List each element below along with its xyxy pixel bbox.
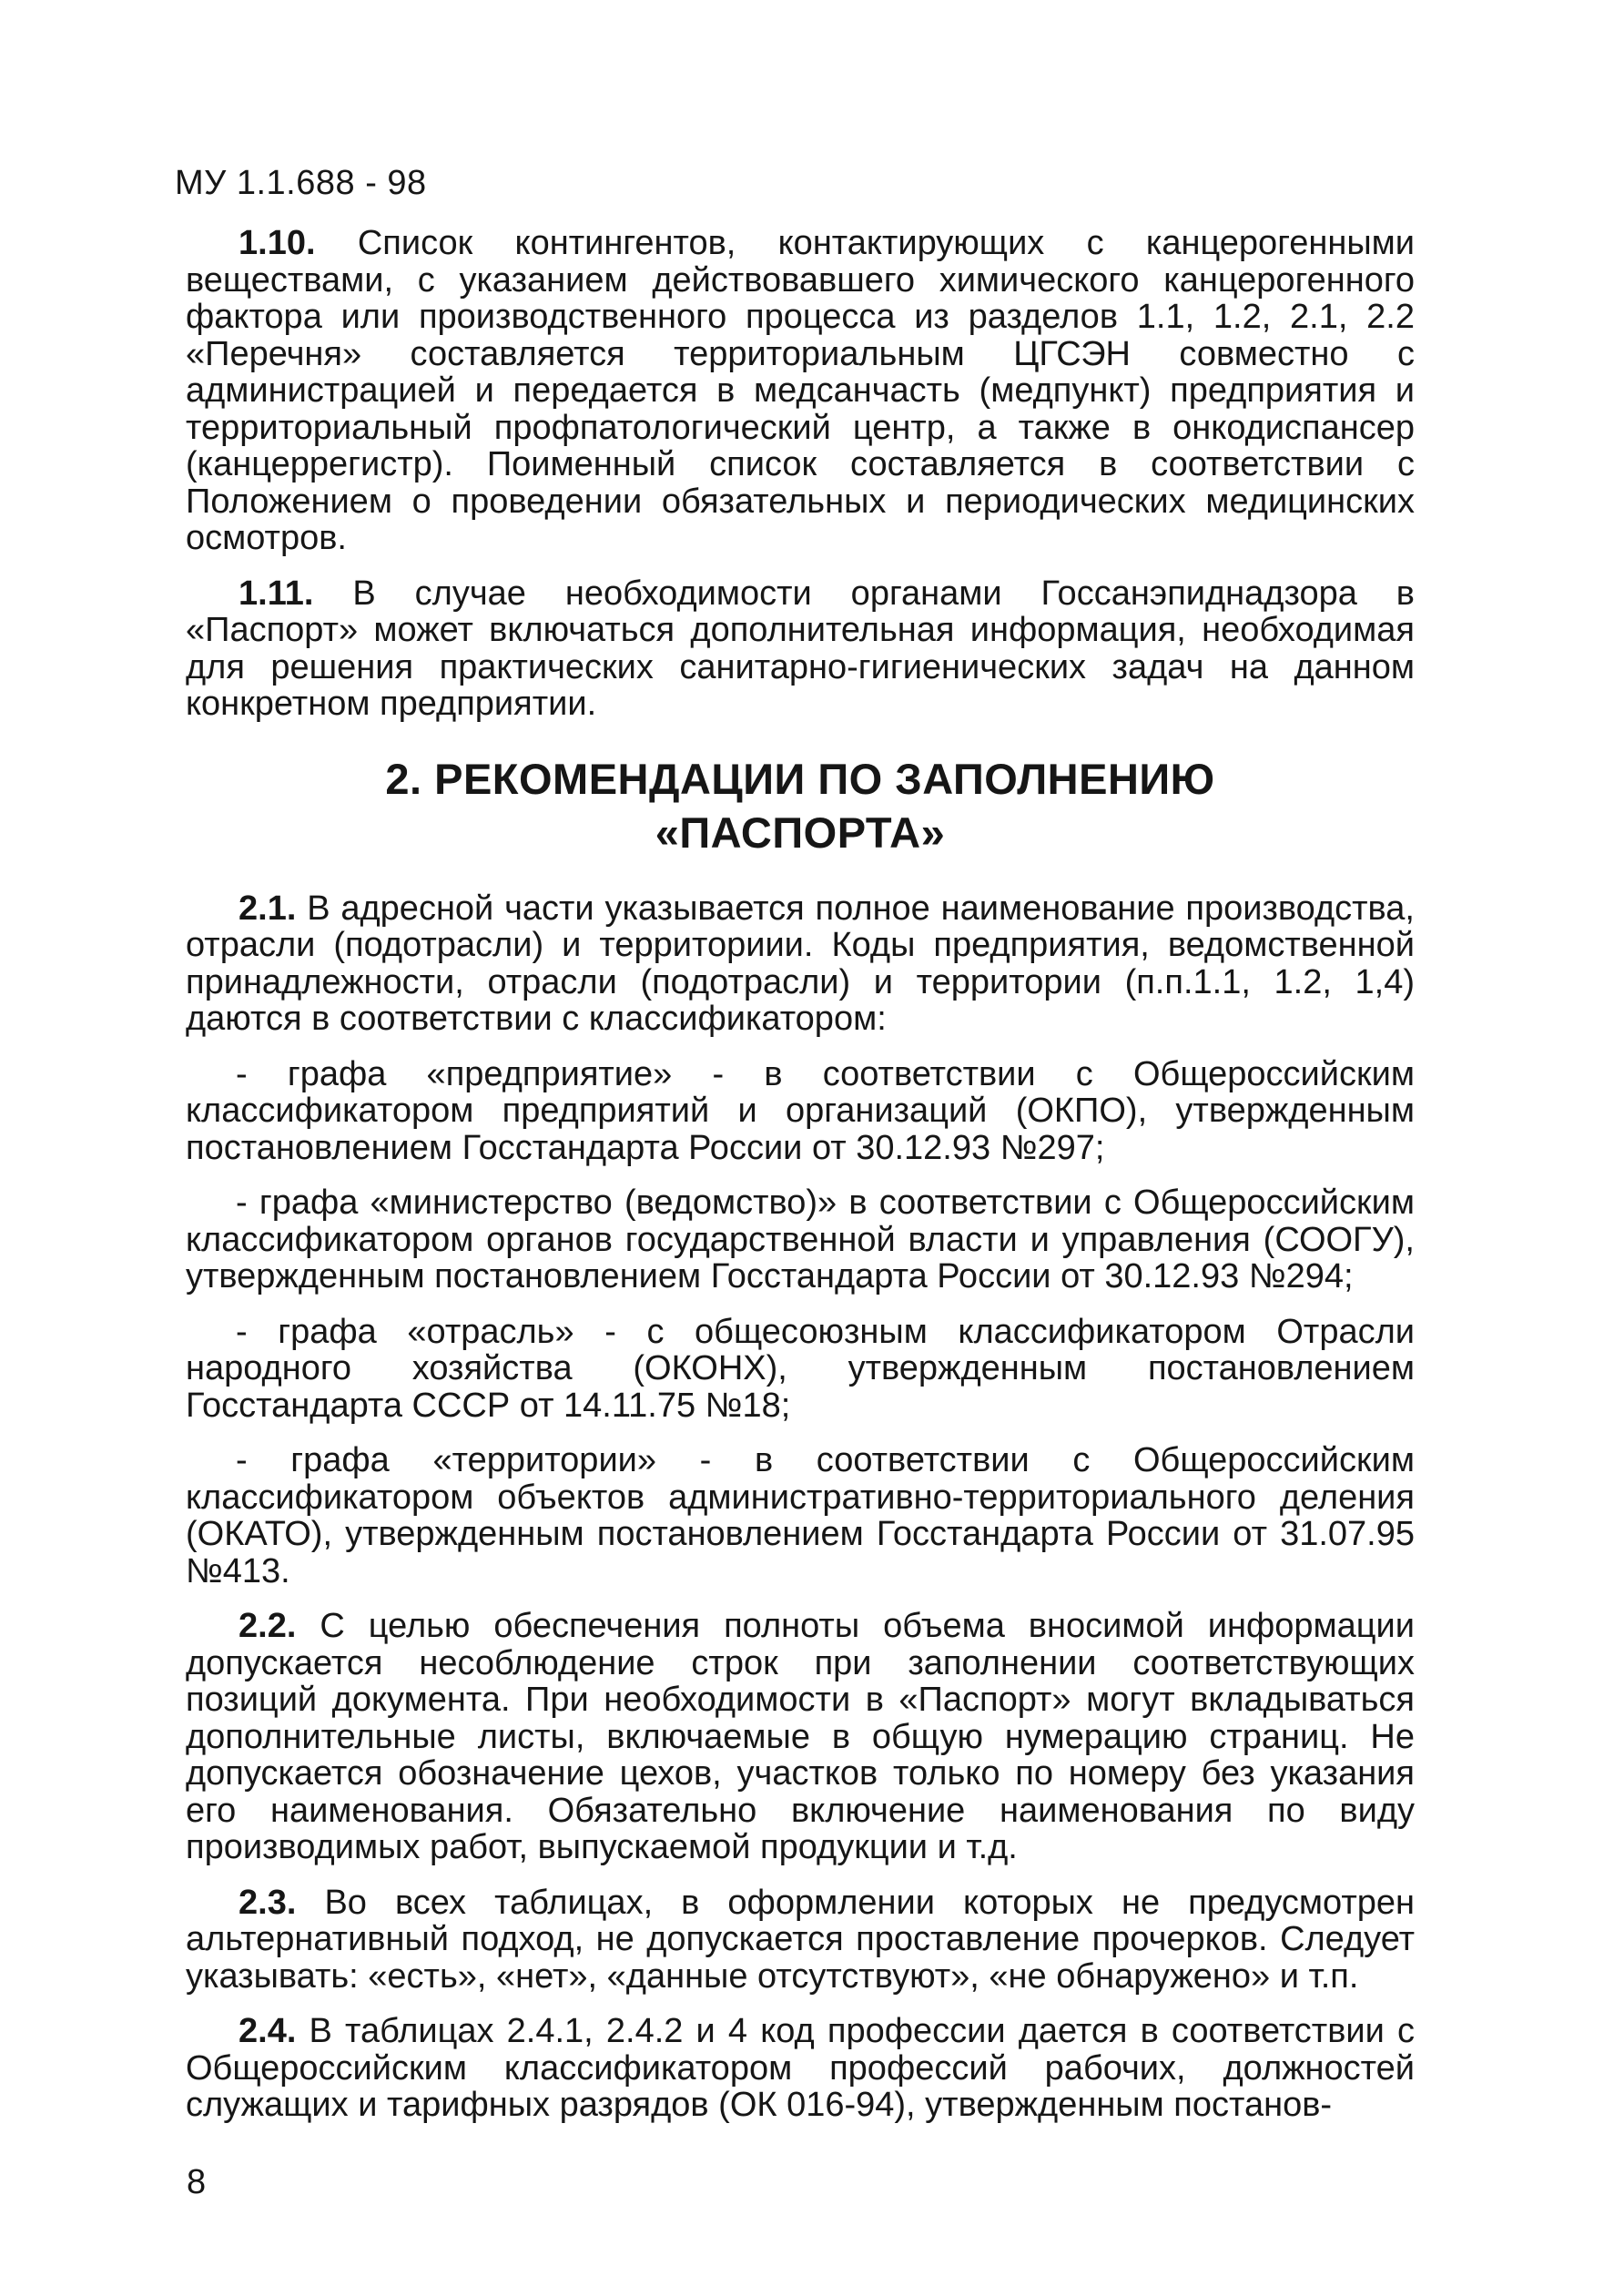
- paragraph-text: В таблицах 2.4.1, 2.4.2 и 4 код профессии дается в соответствии с Общероссийским классификатором профессий рабочих, должностей служащих и тарифных разрядов (ОК 016-94), утвержденным постанов-: [186, 2012, 1415, 2124]
- section-title-line-2: «ПАСПОРТА»: [655, 808, 946, 857]
- paragraph-text: В адресной части указывается полное наименование производства, отрасли (подотрасли) и территориии. Коды предприятия, ведомственной принадлежности, отрасли (подотрасли) и территории (п.п.1.1, 1.2, 1,4) даются в соответствии с классификатором:: [186, 889, 1415, 1038]
- paragraph-number: 2.4.: [239, 2012, 297, 2050]
- paragraph-2-1: [186, 890, 1415, 1038]
- paragraph-number: 2.1.: [239, 889, 297, 928]
- paragraph-text: В случае необходимости органами Госсанэпиднадзора в «Паспорт» может включаться дополнительная информация, необходимая для решения практических санитарно-гигиенических задач на данном конкретном предприятии.: [186, 574, 1415, 723]
- paragraph-1-11: [186, 575, 1415, 723]
- paragraph-number: 2.3.: [239, 1883, 297, 1922]
- body-text: [186, 225, 1415, 2142]
- list-item-industry: - графа «отрасль» - с общесоюзным классификатором Отрасли народного хозяйства (ОКОНХ), утвержденным постановлением Госстандарта СССР от 14.11.75 №18;: [186, 1312, 1415, 1425]
- paragraph-number: 1.10.: [239, 224, 316, 262]
- paragraph-number: 1.11.: [239, 574, 314, 613]
- paragraph-2-2: [186, 1608, 1415, 1866]
- section-title: [186, 752, 1415, 859]
- paragraph-text: Список контингентов, контактирующих с канцерогенными веществами, с указанием действовавшего химического канцерогенного фактора или производственного процесса из разделов 1.1, 1.2, 2.1, 2.2 «Перечня» составляется территориальным ЦГСЭН совместно с администрацией и передается в медсанчасть (медпункт) предприятия и территориальный профпатологический центр, а также в онкодиспансер (канцеррегистр). Поименный список составляется в соответствии с Положением о проведении обязательных и периодических медицинских осмотров.: [186, 224, 1415, 557]
- paragraph-text: Во всех таблицах, в оформлении которых не предусмотрен альтернативный подход, не допускается проставление прочерков. Следует указывать: «есть», «нет», «данные отсутствуют», «не обнаружено» и т.п.: [186, 1883, 1415, 1996]
- paragraph-2-4: [186, 2013, 1415, 2124]
- document-code: МУ 1.1.688 - 98: [175, 164, 427, 202]
- list-item-territory: - графа «территории» - в соответствии с Общероссийским классификатором объектов административно-территориального деления (ОКАТО), утвержденным постановлением Госстандарта России от 31.07.95 №413.: [186, 1441, 1415, 1590]
- list-item-enterprise: - графа «предприятие» - в соответствии с Общероссийским классификатором предприятий и организаций (ОКПО), утвержденным постановлением Госстандарта России от 30.12.93 №297;: [186, 1054, 1415, 1167]
- paragraph-2-3: [186, 1885, 1415, 1996]
- paragraph-1-10: [186, 225, 1415, 557]
- paragraph-text: С целью обеспечения полноты объема вносимой информации допускается несоблюдение строк при заполнении соответствующих позиций документа. При необходимости в «Паспорт» могут вкладываться дополнительные листы, включаемые в общую нумерацию страниц. Не допускается обозначение цехов, участков только по номеру без указания его наименования. Обязательно включение наименования по виду производимых работ, выпускаемой продукции и т.д.: [186, 1607, 1415, 1866]
- page-number: 8: [187, 2163, 207, 2201]
- list-item-ministry: - графа «министерство (ведомство)» в соответствии с Общероссийским классификатором органов государственной власти и управления (СООГУ), утвержденным постановлением Госстандарта России от 30.12.93 №294;: [186, 1184, 1415, 1295]
- section-title-line-1: 2. РЕКОМЕНДАЦИИ ПО ЗАПОЛНЕНИЮ: [385, 754, 1215, 803]
- paragraph-number: 2.2.: [239, 1607, 297, 1645]
